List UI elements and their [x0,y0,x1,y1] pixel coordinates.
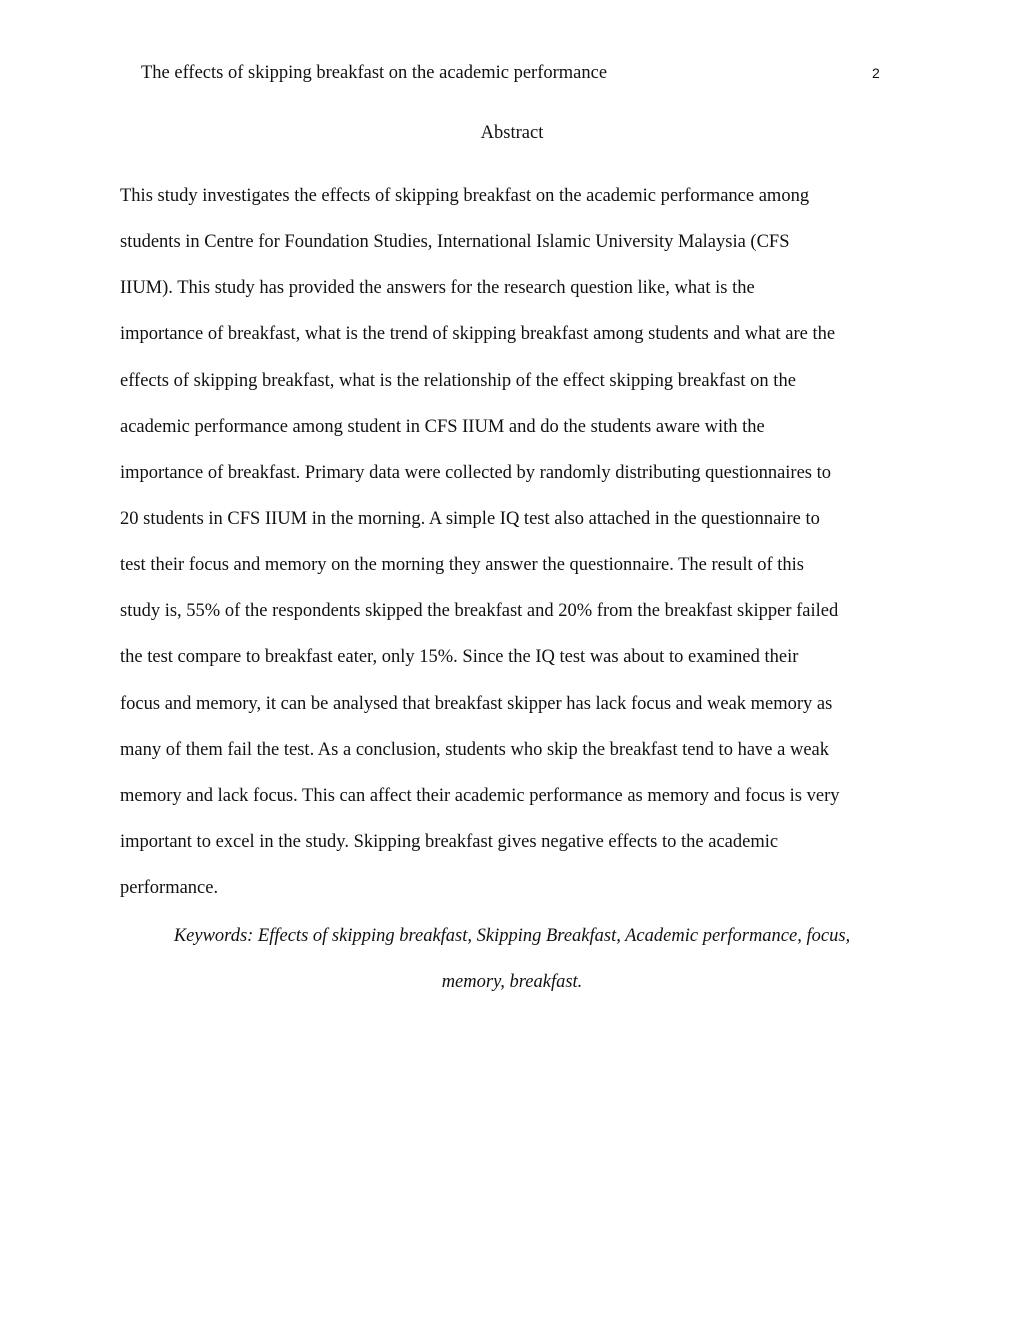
abstract-line: importance of breakfast, what is the trend of skipping breakfast among students and what are the [120,324,836,345]
abstract-line: students in Centre for Foundation Studies, International Islamic University Malaysia (CFS [120,232,790,253]
abstract-body [120,184,920,922]
keywords [0,924,1024,1016]
abstract-line: study is, 55% of the respondents skipped the breakfast and 20% from the breakfast skipper failed [120,601,839,622]
abstract-line: academic performance among student in CFS IIUM and do the students aware with the [120,416,765,437]
keywords-line: Keywords: Effects of skipping breakfast, Skipping Breakfast, Academic performance, focus, [173,926,851,946]
abstract-line: the test compare to breakfast eater, only 15%. Since the IQ test was about to examined their [120,647,799,668]
abstract-heading: Abstract [480,123,544,143]
abstract-line: many of them fail the test. As a conclusion, students who skip the breakfast tend to have a weak [120,739,829,760]
abstract-line: memory and lack focus. This can affect their academic performance as memory and focus is very [120,785,840,806]
abstract-line: effects of skipping breakfast, what is the relationship of the effect skipping breakfast on the [120,370,796,391]
abstract-line: focus and memory, it can be analysed that breakfast skipper has lack focus and weak memory as [120,693,833,714]
keywords-line: memory, breakfast. [441,972,583,992]
abstract-line: IIUM). This study has provided the answers for the research question like, what is the [120,278,755,299]
abstract-line: important to excel in the study. Skipping breakfast gives negative effects to the academic [120,831,779,852]
page-number: 2 [872,65,880,81]
abstract-line: performance. [120,878,219,899]
abstract-line: 20 students in CFS IIUM in the morning. A simple IQ test also attached in the questionnaire to [120,508,820,529]
abstract-line: importance of breakfast. Primary data were collected by randomly distributing questionnaires to [120,462,832,483]
abstract-line: test their focus and memory on the morning they answer the questionnaire. The result of this [120,555,804,576]
abstract-line: This study investigates the effects of skipping breakfast on the academic performance among [120,186,810,206]
running-head: The effects of skipping breakfast on the academic performance [141,63,608,83]
